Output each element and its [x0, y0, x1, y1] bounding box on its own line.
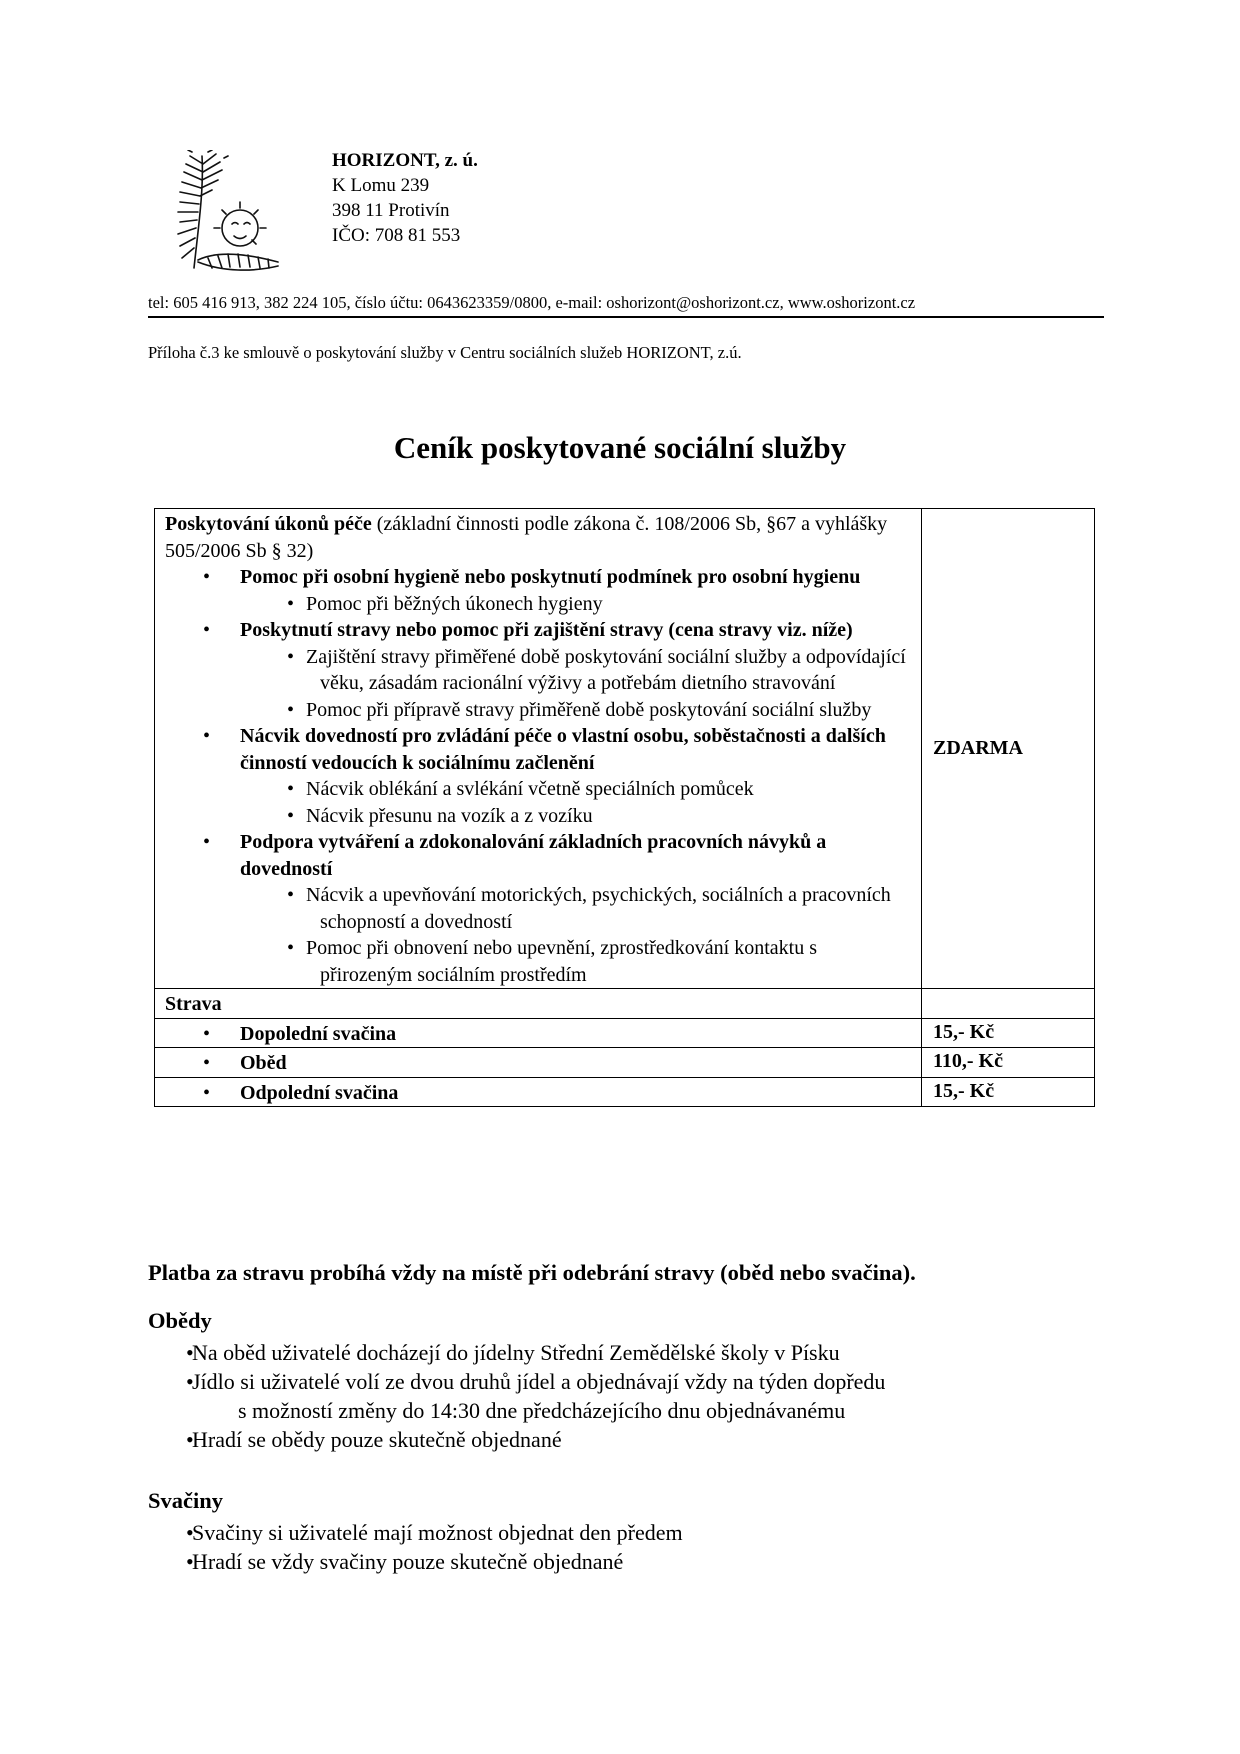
- food-item-price: 15,- Kč: [922, 1077, 1095, 1107]
- food-heading-price-empty: [922, 989, 1095, 1019]
- fern-and-sun-logo: [168, 150, 288, 276]
- care-item: • Nácvik a upevňování motorických, psychických, sociálních a pracovních schopností a dovedností: [165, 882, 913, 935]
- food-heading-label: Strava: [165, 993, 222, 1015]
- list-item: • Hradí se vždy svačiny pouze skutečně objednané: [148, 1547, 683, 1576]
- list-item: • Hradí se obědy pouze skutečně objednané: [148, 1425, 885, 1454]
- food-item-label: • Odpolední svačina: [165, 1080, 913, 1107]
- contact-line: tel: 605 416 913, 382 224 105, číslo účtu: 0643623359/0800, e-mail: oshorizont@oshorizont.cz, www.oshorizont.cz: [148, 293, 916, 312]
- snacks-list: [148, 1518, 683, 1576]
- lunches-list: [148, 1338, 885, 1454]
- table-row-care: [155, 509, 1095, 989]
- address-city: 398 11 Protivín: [332, 200, 450, 221]
- list-item-continuation: s možností změny do 14:30 dne předcházejícího dnu objednávanému: [238, 1398, 846, 1423]
- care-item: • Pomoc při obnovení nebo upevnění, zprostředkování kontaktu s přirozeným sociálním prostředím: [165, 935, 913, 988]
- food-item-cell: [155, 1018, 922, 1048]
- payment-note: Platba za stravu probíhá vždy na místě při odebrání stravy (oběd nebo svačina).: [148, 1260, 916, 1285]
- food-item-price: 110,- Kč: [922, 1048, 1095, 1078]
- organization-name: HORIZONT, z. ú.: [332, 150, 478, 171]
- food-item-label: • Oběd: [165, 1050, 913, 1077]
- table-row: [155, 1077, 1095, 1107]
- care-item: • Pomoc při přípravě stravy přiměřeně době poskytování sociální služby: [165, 697, 913, 724]
- care-heading-detail: (základní činnosti podle zákona č. 108/2006 Sb, §67 a vyhlášky 505/2006 Sb § 32): [165, 513, 888, 562]
- table-row: [155, 1048, 1095, 1078]
- care-heading: [165, 511, 913, 564]
- care-item: • Pomoc při běžných úkonech hygieny: [165, 591, 913, 618]
- care-item: • Zajištění stravy přiměřené době poskytování sociální služby a odpovídající věku, zásadám racionální výživy a potřebám dietního stravování: [165, 644, 913, 697]
- care-heading-bold: Poskytování úkonů péče: [165, 513, 372, 535]
- list-item: • Jídlo si uživatelé volí ze dvou druhů jídel a objednávají vždy na týden dopředu: [148, 1367, 885, 1396]
- food-item-cell: [155, 1077, 922, 1107]
- page-title: Ceník poskytované sociální služby: [393, 430, 847, 465]
- food-item-label: • Dopolední svačina: [165, 1021, 913, 1048]
- food-item-cell: [155, 1048, 922, 1078]
- care-group-title: • Pomoc při osobní hygieně nebo poskytnutí podmínek pro osobní hygienu: [165, 564, 913, 591]
- price-table: [154, 508, 1095, 1107]
- organization-address: [332, 148, 478, 248]
- care-item: • Nácvik přesunu na vozík a z vozíku: [165, 803, 913, 830]
- care-group-title: • Nácvik dovedností pro zvládání péče o vlastní osobu, soběstačnosti a dalších činností vedoucích k sociálnímu začlenění: [165, 723, 913, 776]
- list-item: • Svačiny si uživatelé mají možnost objednat den předem: [148, 1518, 683, 1547]
- snacks-heading: Svačiny: [148, 1488, 224, 1513]
- food-item-price: 15,- Kč: [922, 1018, 1095, 1048]
- care-price: ZDARMA: [922, 509, 1095, 989]
- care-item: • Nácvik oblékání a svlékání včetně speciálních pomůcek: [165, 776, 913, 803]
- header-divider: [148, 316, 1104, 318]
- annex-note: Příloha č.3 ke smlouvě o poskytování služby v Centru sociálních služeb HORIZONT, z.ú.: [148, 343, 742, 362]
- list-item: • Na oběd uživatelé docházejí do jídelny Střední Zemědělské školy v Písku: [148, 1338, 885, 1367]
- table-row-food-heading: [155, 989, 1095, 1019]
- table-row: [155, 1018, 1095, 1048]
- lunches-heading: Obědy: [148, 1308, 212, 1333]
- care-description-cell: [155, 509, 922, 989]
- care-group-title: • Poskytnutí stravy nebo pomoc při zajištění stravy (cena stravy viz. níže): [165, 617, 913, 644]
- care-group-title: • Podpora vytváření a zdokonalování základních pracovních návyků a dovedností: [165, 829, 913, 882]
- food-heading: [155, 989, 922, 1019]
- address-street: K Lomu 239: [332, 175, 430, 196]
- organization-id: IČO: 708 81 553: [332, 225, 461, 246]
